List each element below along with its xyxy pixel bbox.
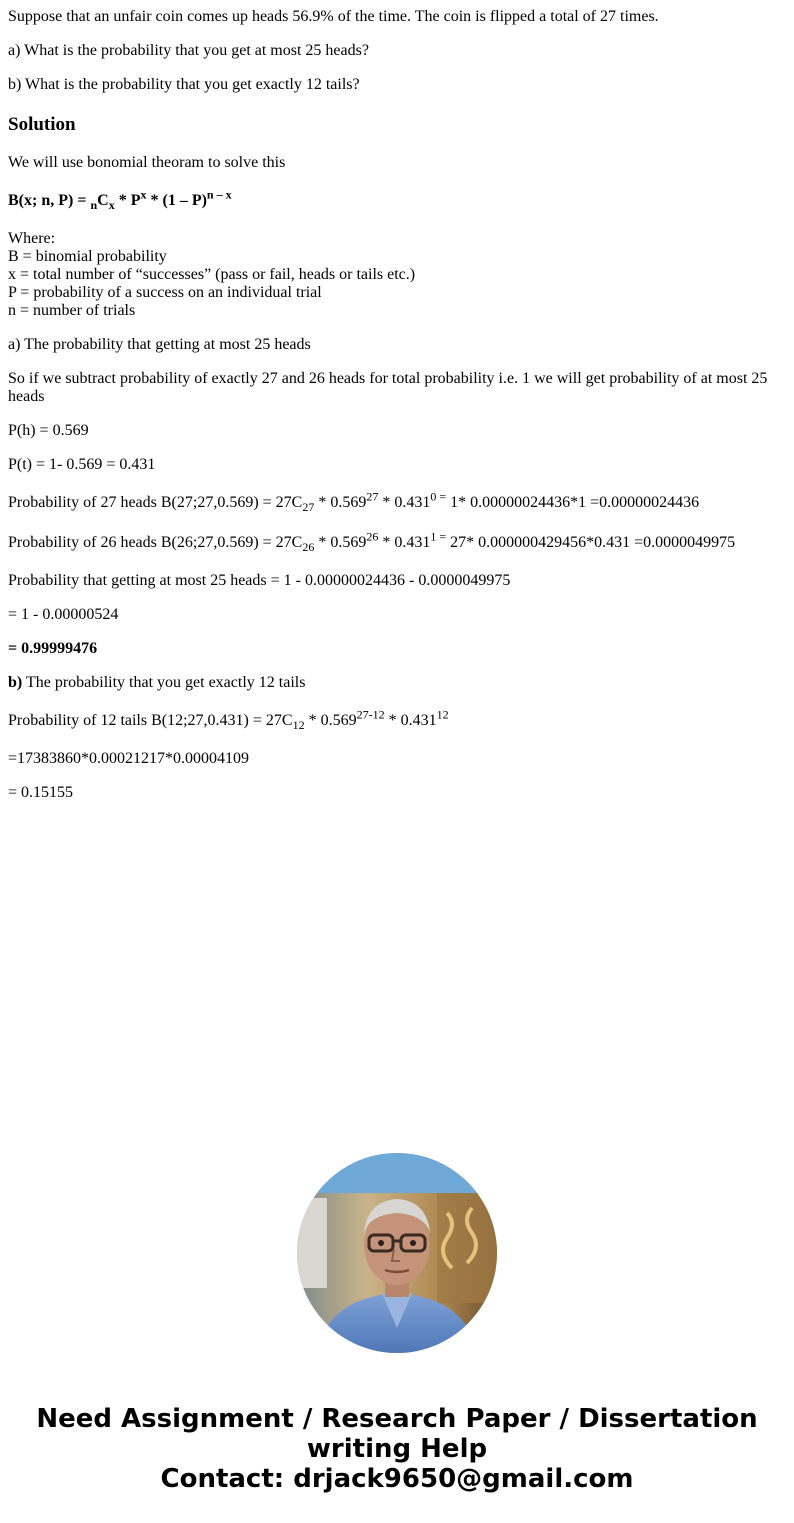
part-b-calc: =17383860*0.00021217*0.00004109 bbox=[8, 750, 250, 767]
list-item: P = probability of a success on an individual trial bbox=[8, 284, 322, 301]
footer-line-2: writing Help bbox=[306, 1434, 488, 1464]
solution-intro: We will use bonomial theoram to solve this bbox=[8, 154, 286, 171]
part-b-result: = 0.15155 bbox=[8, 784, 74, 801]
prob-27-heads: Probability of 27 heads B(27;27,0.569) = $27C_{27} * 0.569^{27} * 0.431^{0 =}$ 1* 0.00000024436*1 =0.00000024436 bbox=[8, 489, 700, 515]
prob-tails: P(t) = 1- 0.569 = 0.431 bbox=[8, 456, 156, 473]
where-list bbox=[8, 230, 778, 320]
list-item: n = number of trials bbox=[8, 302, 136, 319]
list-item: x = total number of “successes” (pass or fail, heads or tails etc.) bbox=[8, 266, 416, 283]
footer-line-3: Contact: drjack9650@gmail.com bbox=[160, 1464, 634, 1494]
footer-line-1: Need Assignment / Research Paper / Dissertation bbox=[36, 1404, 758, 1434]
footer-contact bbox=[0, 1404, 794, 1494]
part-a-explain: So if we subtract probability of exactly 27 and 26 heads for total probability i.e. 1 we will get probability of at most 25 heads bbox=[8, 370, 768, 405]
solution-heading: Solution bbox=[8, 114, 76, 135]
author-photo bbox=[297, 1153, 497, 1353]
part-a-title: a) The probability that getting at most 25 heads bbox=[8, 336, 311, 353]
where-label: Where: bbox=[8, 230, 56, 247]
list-item: B = binomial probability bbox=[8, 248, 167, 265]
document-body bbox=[8, 8, 778, 818]
portrait-image bbox=[297, 1153, 497, 1353]
part-a-calc-2: = 1 - 0.00000524 bbox=[8, 606, 119, 623]
question-intro: Suppose that an unfair coin comes up heads 56.9% of the time. The coin is flipped a total of 27 times. bbox=[8, 8, 659, 25]
binomial-formula: B(x; n, $P) = _nC_x * P^x * (1 - P)^{n - x}$ bbox=[8, 187, 232, 213]
part-a-result: = 0.99999476 bbox=[8, 640, 98, 657]
question-a: a) What is the probability that you get at most 25 heads? bbox=[8, 42, 369, 59]
prob-26-heads: Probability of 26 heads B(26;27,0.569) = $27C_{26} * 0.569^{26} * 0.431^{1 =}$ 27* 0.000000429456*0.431 =0.0000049975 bbox=[8, 529, 736, 555]
question-b: b) What is the probability that you get exactly 12 tails? bbox=[8, 76, 360, 93]
part-b-title: b) The probability that you get exactly 12 tails bbox=[8, 674, 306, 691]
part-a-calc-1: Probability that getting at most 25 heads = 1 - 0.00000024436 - 0.0000049975 bbox=[8, 572, 511, 589]
prob-12-tails: Probability of 12 tails B(12;27,0.431) = $27C_{12} * 0.569^{27-12} * 0.431^{12}$ bbox=[8, 707, 449, 733]
prob-heads: P(h) = 0.569 bbox=[8, 422, 89, 439]
